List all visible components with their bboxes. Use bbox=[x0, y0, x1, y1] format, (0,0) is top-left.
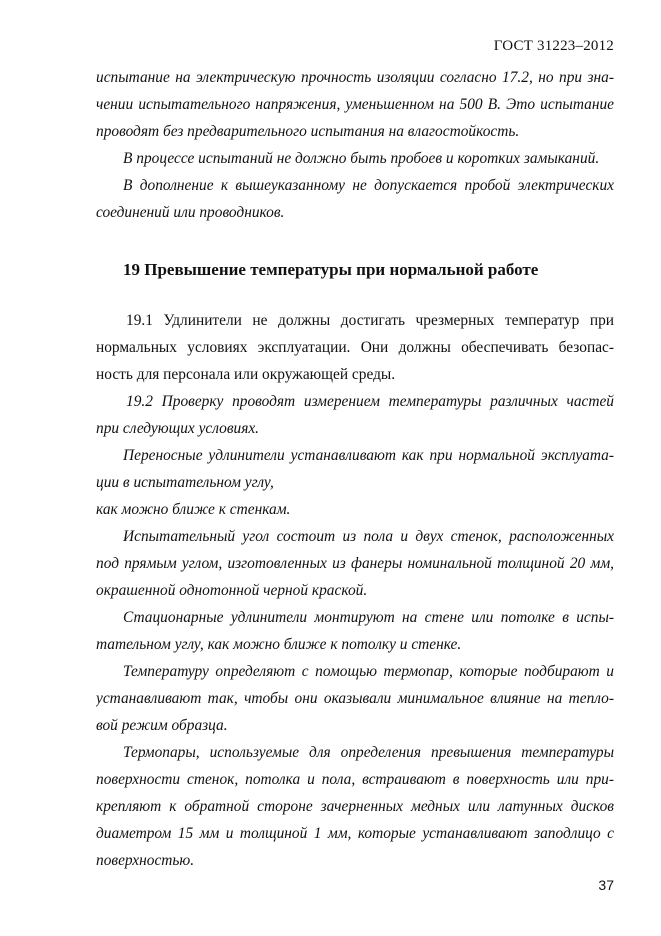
paragraph-test-corner bbox=[96, 523, 614, 604]
text-line: поверхности стенок, потолка и пола, встраивают в поверхность или при- bbox=[96, 771, 614, 788]
text-line: Испытательный угол состоит из пола и двух стенок, расположенных bbox=[123, 528, 614, 545]
text-line: чении испытательного напряжения, уменьшенном на 500 В. Это испытание bbox=[96, 96, 614, 113]
text-line: как можно ближе к стенкам. bbox=[96, 501, 291, 518]
paragraph-no-breakdown bbox=[96, 145, 614, 172]
paragraph-temperature-measurement bbox=[96, 658, 614, 739]
text-line: тательном углу, как можно ближе к потолку и стенке. bbox=[96, 636, 462, 653]
text-line: вой режим образца. bbox=[96, 717, 228, 734]
document-header: ГОСТ 31223–2012 bbox=[493, 38, 614, 54]
document-body bbox=[96, 64, 614, 874]
text-line: 19.2 Проверку проводят измерением температуры различных частей bbox=[126, 393, 614, 410]
text-line: испытание на электрическую прочность изоляции согласно 17.2, но при зна- bbox=[96, 69, 614, 86]
paragraph-thermocouples bbox=[96, 739, 614, 874]
section-heading: 19 Превышение температуры при нормальной работе bbox=[123, 260, 539, 279]
text-line: Термопары, используемые для определения превышения температуры bbox=[123, 744, 614, 761]
text-line: поверхностью. bbox=[96, 852, 195, 869]
text-line: устанавливают так, чтобы они оказывали минимальное влияние на тепло- bbox=[96, 690, 614, 707]
text-line: окрашенной однотонной черной краской. bbox=[96, 582, 368, 599]
text-line: крепляют к обратной стороне зачерненных медных или латунных дисков bbox=[96, 798, 614, 815]
text-line: проводят без предварительного испытания на влагостойкость. bbox=[96, 123, 520, 140]
text-line: диаметром 15 мм и толщиной 1 мм, которые устанавливают заподлицо с bbox=[96, 825, 614, 842]
paragraph-dielectric-test bbox=[96, 64, 614, 145]
text-line: 19.1 Удлинители не должны достигать чрезмерных температур при bbox=[126, 312, 614, 329]
page-number: 37 bbox=[598, 877, 614, 893]
text-line: ность для персонала или окружающей среды. bbox=[96, 366, 396, 383]
paragraph-connections bbox=[96, 172, 614, 226]
text-line: нормальных условиях эксплуатации. Они должны обеспечивать безопас- bbox=[96, 339, 614, 356]
text-line: Переносные удлинители устанавливают как при нормальной эксплуата- bbox=[123, 447, 614, 464]
paragraph-portable bbox=[96, 442, 614, 523]
text-line: соединений или проводников. bbox=[96, 204, 285, 221]
paragraph-19-2 bbox=[96, 388, 614, 442]
text-line: под прямым углом, изготовленных из фанеры номинальной толщиной 20 мм, bbox=[96, 555, 614, 572]
text-line: ции в испытательном углу, bbox=[96, 474, 274, 491]
text-line: Стационарные удлинители монтируют на стене или потолке в испы- bbox=[123, 609, 614, 626]
text-line: при следующих условиях. bbox=[96, 420, 260, 437]
paragraph-stationary bbox=[96, 604, 614, 658]
paragraph-19-1 bbox=[96, 307, 614, 388]
text-line: В дополнение к вышеуказанному не допускается пробой электрических bbox=[123, 177, 614, 194]
text-line: Температуру определяют с помощью термопар, которые подбирают и bbox=[123, 663, 614, 680]
text-line: В процессе испытаний не должно быть пробоев и коротких замыканий. bbox=[123, 150, 600, 167]
